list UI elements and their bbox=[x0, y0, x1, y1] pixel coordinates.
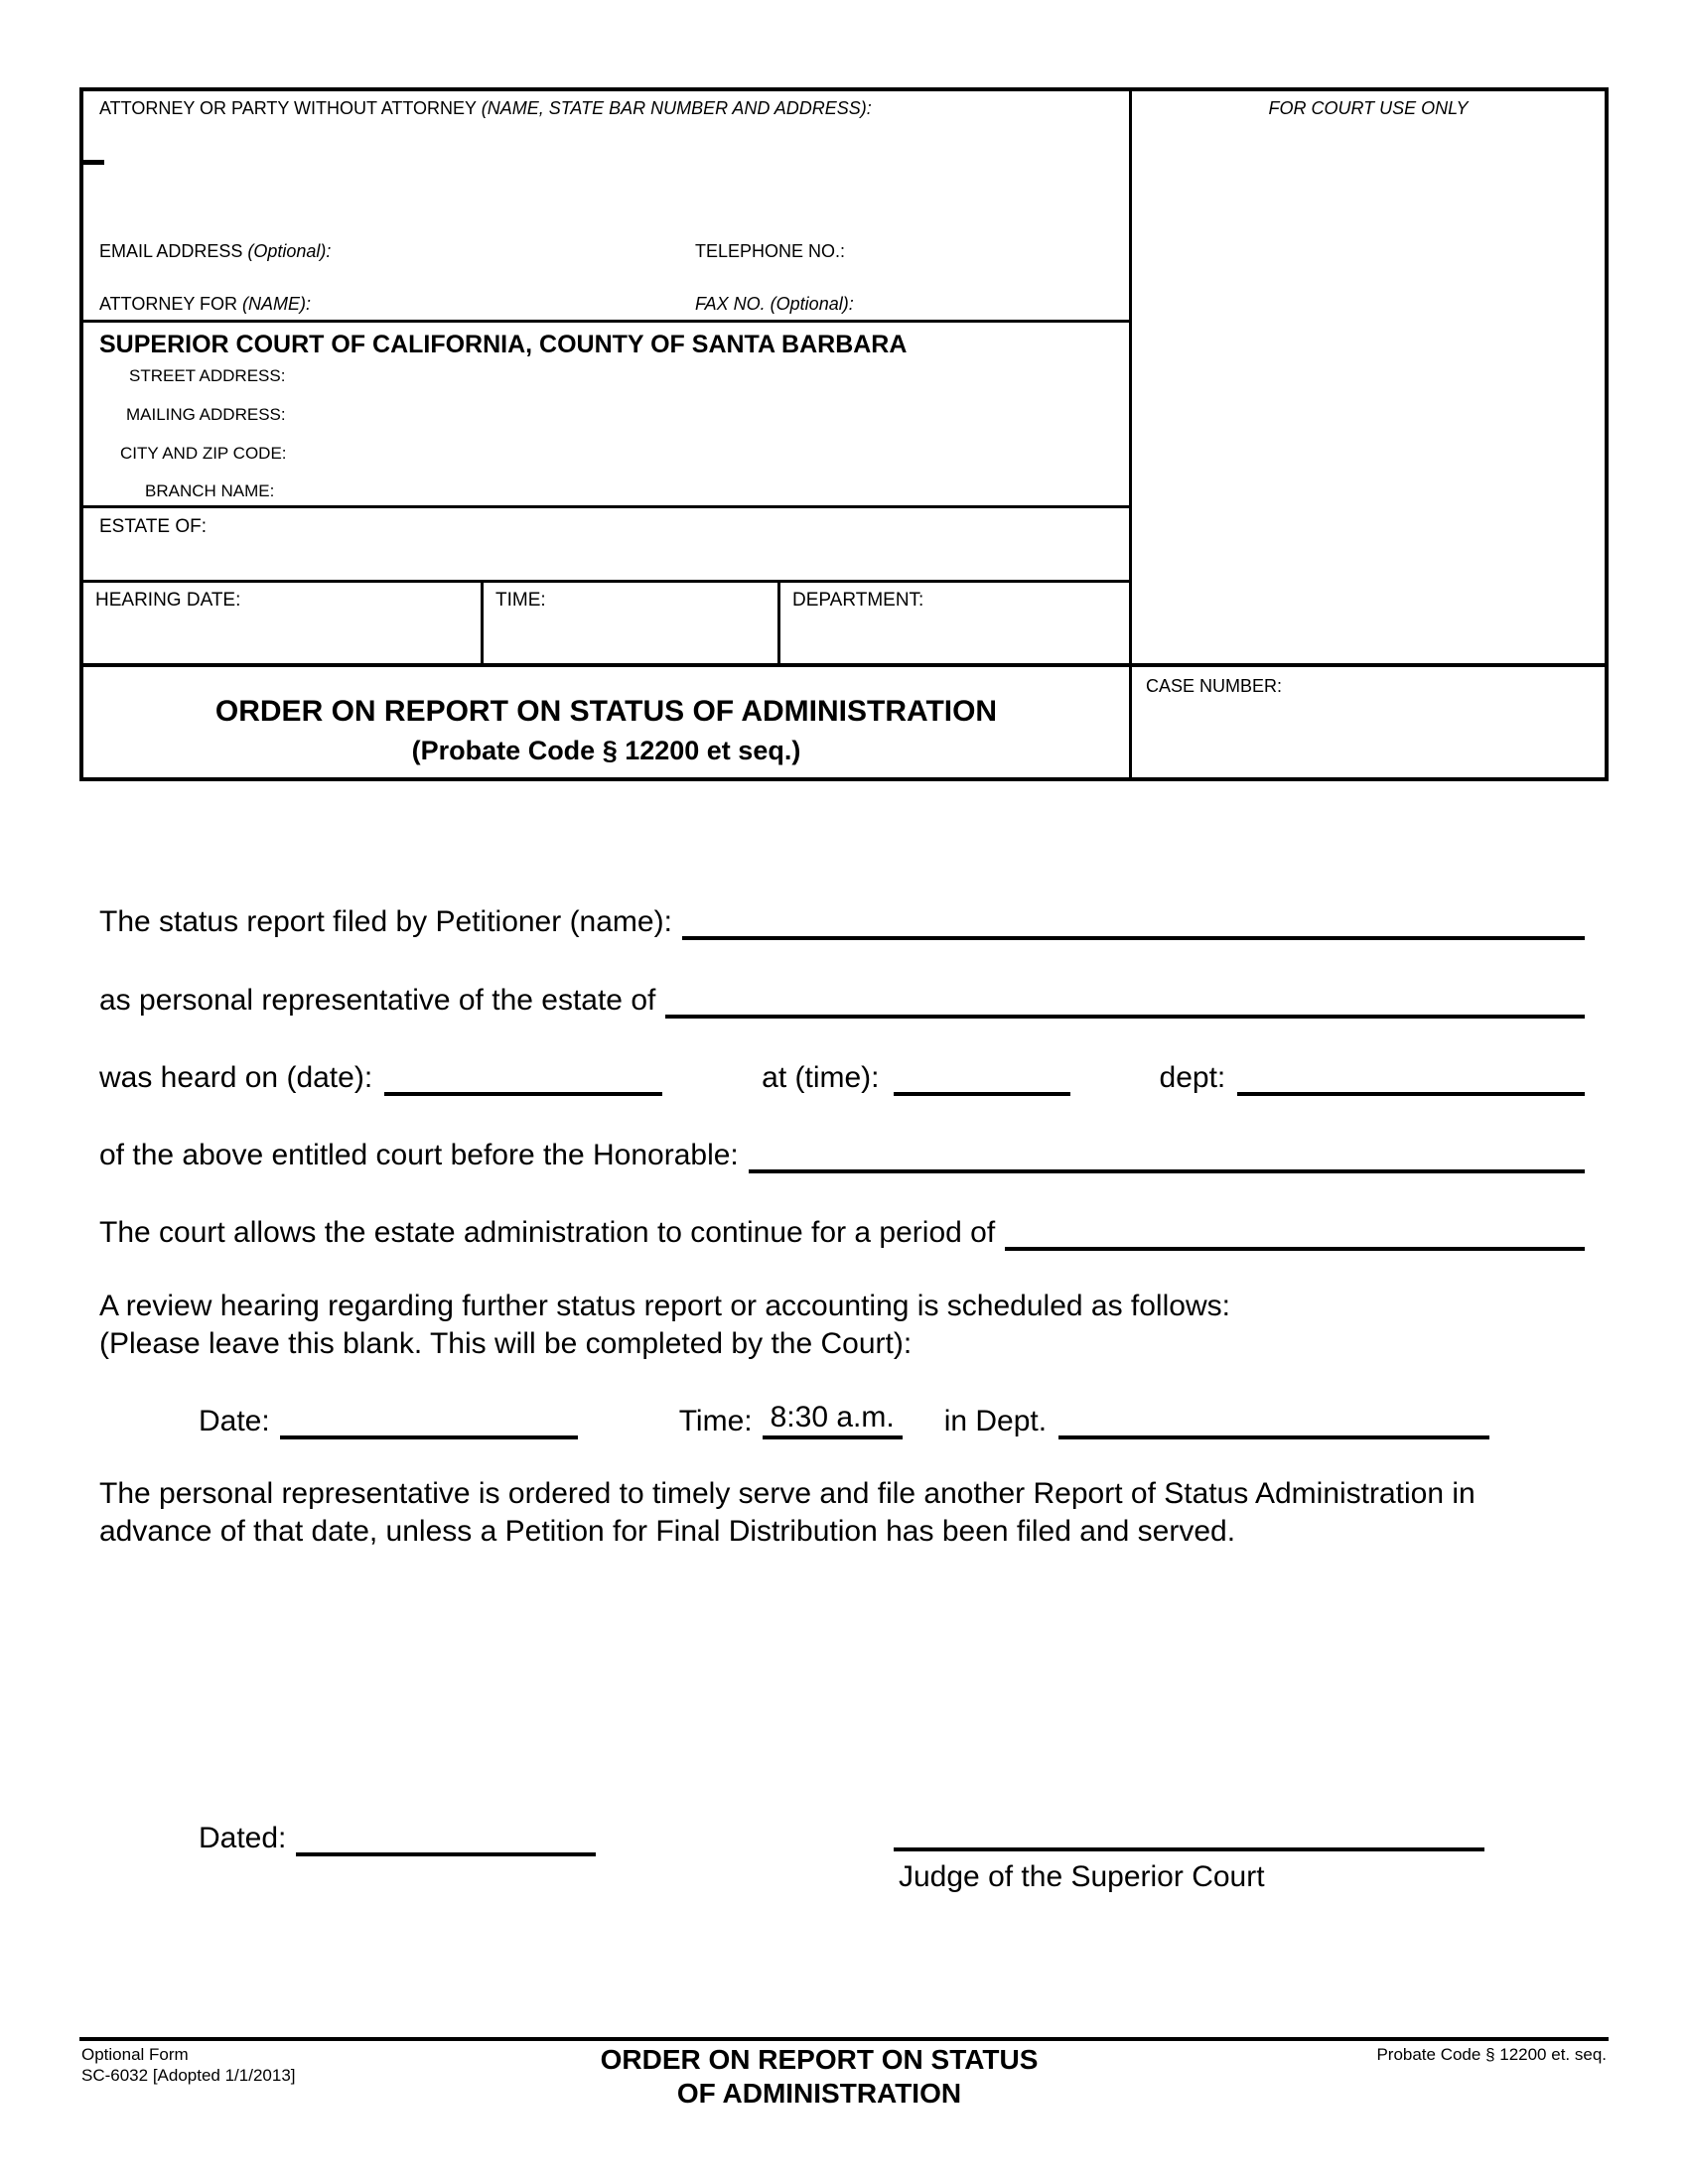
attorney-label-paren: (NAME, STATE BAR NUMBER AND ADDRESS): bbox=[481, 98, 872, 118]
mailing-address-label: MAILING ADDRESS: bbox=[126, 405, 286, 424]
petitioner-name-blank bbox=[682, 898, 1585, 940]
estate-name-blank bbox=[665, 977, 1585, 1019]
form-header-box bbox=[79, 87, 1609, 781]
header-right-column bbox=[1132, 91, 1605, 777]
period-blank bbox=[1005, 1209, 1585, 1251]
branch-name-label: BRANCH NAME: bbox=[145, 481, 275, 500]
for-court-use-label: FOR COURT USE ONLY bbox=[1268, 98, 1469, 118]
review-dept-label: in Dept. bbox=[943, 1405, 1048, 1437]
hearing-time-label: TIME: bbox=[495, 590, 546, 611]
city-zip-label: CITY AND ZIP CODE: bbox=[120, 444, 287, 463]
estate-of-box bbox=[83, 508, 1129, 583]
attorney-info-box bbox=[83, 91, 1129, 323]
review-date-line bbox=[199, 1398, 1489, 1439]
court-address-box bbox=[83, 323, 1129, 508]
judge-signature-line bbox=[894, 1847, 1484, 1851]
review-time-value: 8:30 a.m. bbox=[763, 1400, 903, 1439]
petitioner-name-line bbox=[99, 898, 1585, 940]
street-address-label: STREET ADDRESS: bbox=[129, 366, 286, 385]
period-line bbox=[99, 1209, 1585, 1251]
period-label: The court allows the estate administration to continue for a period of bbox=[99, 1216, 996, 1249]
review-date-label: Date: bbox=[199, 1405, 270, 1437]
dated-line bbox=[199, 1815, 596, 1856]
hearing-row bbox=[83, 583, 1129, 667]
heard-on-line bbox=[99, 1054, 1585, 1096]
heard-dept-label: dept: bbox=[1159, 1061, 1226, 1094]
fax-label: FAX NO. (Optional): bbox=[695, 294, 854, 314]
heard-date-blank bbox=[384, 1054, 662, 1096]
form-title: ORDER ON REPORT ON STATUS OF ADMINISTRATION bbox=[214, 695, 998, 728]
form-subtitle: (Probate Code § 12200 et seq.) bbox=[411, 736, 801, 765]
court-name: SUPERIOR COURT OF CALIFORNIA, COUNTY OF SANTA BARBARA bbox=[99, 331, 908, 358]
telephone-label: TELEPHONE NO.: bbox=[695, 241, 846, 261]
order-paragraph: The personal representative is ordered to timely serve and file another Report of Status Administration in advance of that date, unless a Petition for Final Distribution has been filed and served. bbox=[99, 1477, 1476, 1548]
case-number-label: CASE NUMBER: bbox=[1146, 676, 1283, 696]
estate-name-label: as personal representative of the estate of bbox=[99, 984, 656, 1017]
hearing-department-label: DEPARTMENT: bbox=[792, 590, 924, 611]
honorable-label: of the above entitled court before the Honorable: bbox=[99, 1139, 739, 1171]
attorney-box-label bbox=[99, 97, 872, 119]
petitioner-name-label: The status report filed by Petitioner (name): bbox=[99, 905, 672, 938]
heard-on-date-label: was heard on (date): bbox=[99, 1061, 373, 1094]
review-hearing-paragraph bbox=[99, 1288, 1569, 1363]
honorable-line bbox=[99, 1132, 1585, 1173]
hearing-time-box bbox=[484, 583, 780, 663]
honorable-blank bbox=[749, 1132, 1585, 1173]
footer-rule bbox=[79, 2037, 1609, 2041]
form-title-box bbox=[83, 667, 1129, 777]
hearing-date-box bbox=[83, 583, 484, 663]
leave-blank-text: (Please leave this blank. This will be completed by the Court): bbox=[99, 1327, 913, 1360]
review-time-label: Time: bbox=[678, 1405, 753, 1437]
for-court-use-box bbox=[1132, 91, 1605, 667]
estate-name-line bbox=[99, 977, 1585, 1019]
dated-blank bbox=[296, 1815, 596, 1856]
registration-tick-mark bbox=[83, 160, 104, 165]
review-hearing-text: A review hearing regarding further status report or accounting is scheduled as follows: bbox=[99, 1290, 1230, 1322]
footer-title-line1: ORDER ON REPORT ON STATUS bbox=[600, 2044, 1039, 2075]
footer-optional-form: Optional Form bbox=[81, 2045, 189, 2064]
case-number-box bbox=[1132, 667, 1605, 777]
email-address-label: EMAIL ADDRESS (Optional): bbox=[99, 241, 332, 261]
attorney-label-text: ATTORNEY OR PARTY WITHOUT ATTORNEY bbox=[99, 98, 482, 118]
estate-of-label: ESTATE OF: bbox=[99, 516, 208, 537]
hearing-date-label: HEARING DATE: bbox=[95, 590, 241, 611]
dated-label: Dated: bbox=[199, 1822, 287, 1854]
footer-code-reference: Probate Code § 12200 et. seq. bbox=[1376, 2045, 1607, 2064]
review-dept-blank bbox=[1058, 1398, 1489, 1439]
footer-title-line2: OF ADMINISTRATION bbox=[676, 2078, 962, 2109]
heard-time-blank bbox=[894, 1054, 1070, 1096]
review-date-blank bbox=[280, 1398, 578, 1439]
heard-dept-blank bbox=[1237, 1054, 1585, 1096]
hearing-department-box bbox=[780, 583, 1129, 663]
judge-signature-label: Judge of the Superior Court bbox=[899, 1860, 1265, 1893]
header-left-column bbox=[83, 91, 1132, 777]
attorney-for-label: ATTORNEY FOR (NAME): bbox=[99, 294, 312, 314]
footer-form-number: SC-6032 [Adopted 1/1/2013] bbox=[81, 2066, 296, 2085]
footer-form-info bbox=[81, 2044, 296, 2086]
heard-time-label: at (time): bbox=[762, 1061, 880, 1094]
